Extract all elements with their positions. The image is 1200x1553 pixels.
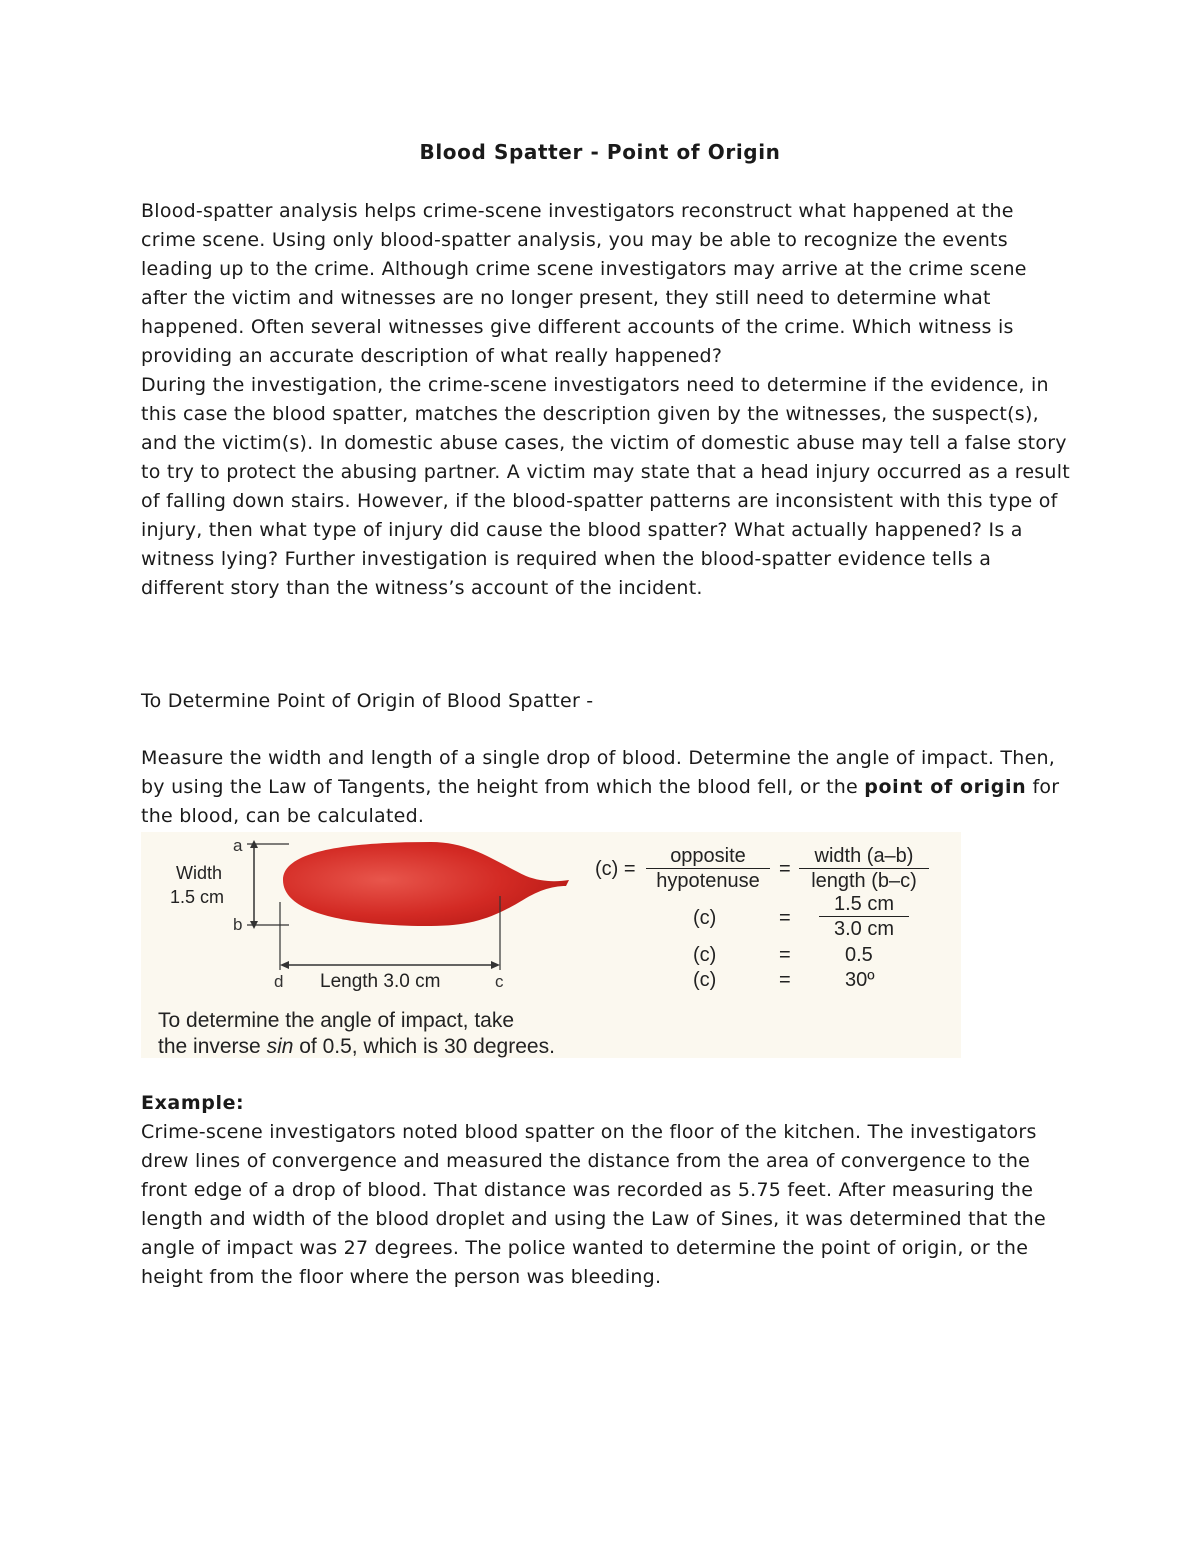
row1-equals: =	[779, 907, 791, 929]
label-d: d	[274, 972, 284, 991]
measure-text-before: Measure the width and length of a single drop of blood. Determine the angle of impact. Then, by using the Law of Tangents, the height from which the blood fell, or the	[141, 747, 1056, 798]
caption-text: the inverse	[158, 1035, 267, 1058]
section-heading-text: To Determine Point of Origin of Blood Spatter -	[141, 690, 594, 712]
caption-text: of 0.5, which is 30 degrees.	[293, 1035, 555, 1058]
example-paragraph: Crime-scene investigators noted blood spatter on the floor of the kitchen. The investigators drew lines of convergence and measured the distance from the area of convergence to the front edge of a drop of blood. That distance was recorded as 5.75 feet. After measuring the length and width of the blood droplet and using the Law of Sines, it was determined that the angle of impact was 27 degrees. The police wanted to determine the point of origin, or the height from the floor where the person was bleeding.	[141, 1121, 1046, 1288]
row3-equals: =	[779, 969, 791, 991]
example-label: Example:	[141, 1092, 245, 1114]
row3-value: 30º	[845, 969, 875, 991]
label-b: b	[233, 915, 243, 934]
example-section	[141, 1089, 1071, 1292]
row2-value: 0.5	[845, 944, 873, 966]
length-label: Length 3.0 cm	[320, 971, 441, 992]
fraction-opposite-hypotenuse	[646, 844, 770, 893]
intro-paragraph-1: Blood-spatter analysis helps crime-scene investigators reconstruct what happened at the crime scene. Using only blood-spatter analysis, you may be able to recognize the events leading up to the crime. Although crime scene investigators may arrive at the crime scene after the victim and witnesses are no longer present, they still need to determine what happened. Often several witnesses give different accounts of the crime. Which witness is providing an accurate description of what really happened?	[141, 200, 1027, 367]
measure-paragraph	[141, 744, 1071, 831]
document-title: Blood Spatter - Point of Origin	[419, 140, 781, 164]
fraction-denominator: 3.0 cm	[833, 918, 895, 940]
fraction-numerator: width (a–b)	[799, 844, 929, 869]
fraction-width-length	[799, 844, 929, 893]
fraction-numerator: opposite	[646, 844, 770, 869]
caption-line-1: To determine the angle of impact, take	[158, 1009, 515, 1032]
measure-text-after: for the blood, can be calculated.	[141, 776, 1060, 827]
label-c: c	[495, 972, 504, 991]
intro-paragraph-2: During the investigation, the crime-scene investigators need to determine if the evidence, in this case the blood spatter, matches the description given by the witnesses, the suspect(s), and the victim(s). In domestic abuse cases, the victim of domestic abuse may tell a false story to try to protect the abusing partner. A victim may state that a head injury occurred as a result of falling down stairs. However, if the blood-spatter patterns are inconsistent with this type of injury, then what type of injury did cause the blood spatter? What actually happened? Is a witness lying? Further investigation is required when the blood-spatter evidence tells a different story than the witness’s account of the incident.	[141, 374, 1070, 599]
row2-equals: =	[779, 944, 791, 966]
caption-sin-italic: sin	[266, 1035, 294, 1058]
figure-caption	[158, 1008, 658, 1060]
equation-lhs: (c) =	[595, 858, 636, 880]
blood-drop-figure	[141, 832, 961, 1058]
label-a: a	[233, 836, 243, 855]
row2-lhs: (c)	[693, 944, 717, 966]
caption-line-2	[158, 1034, 658, 1060]
row1-lhs: (c)	[693, 907, 717, 929]
equation-equals: =	[779, 858, 791, 880]
fraction-denominator: length (b–c)	[811, 870, 917, 892]
fraction-denominator: hypotenuse	[656, 870, 760, 892]
fraction-numerator: 1.5 cm	[819, 892, 909, 917]
row3-lhs: (c)	[693, 969, 717, 991]
fraction-values	[819, 892, 909, 941]
width-label: Width	[176, 863, 223, 883]
intro-section	[141, 197, 1071, 603]
blood-drop-shape	[283, 842, 569, 926]
point-of-origin-term: point of origin	[864, 776, 1027, 798]
section-heading	[141, 687, 1071, 716]
width-value: 1.5 cm	[170, 887, 225, 907]
